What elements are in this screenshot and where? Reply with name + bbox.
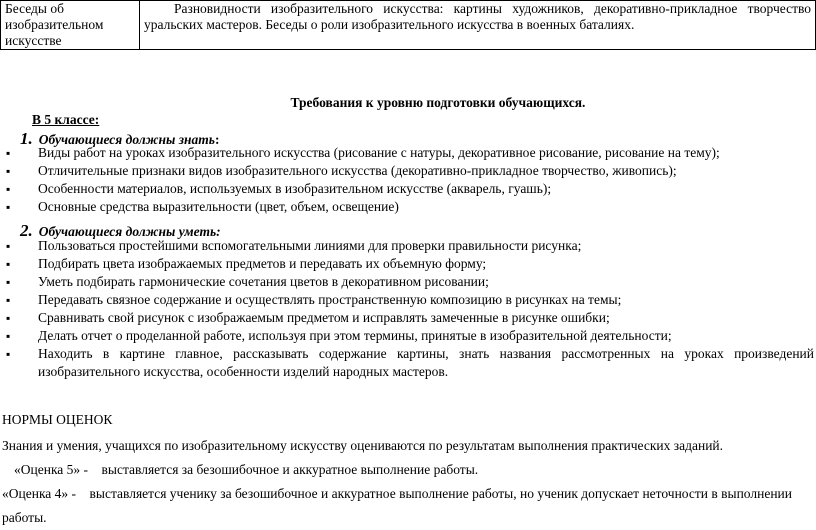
section2-number: 2. bbox=[20, 221, 33, 240]
topic-cell-left bbox=[1, 1, 140, 50]
list-item: ▪ Виды работ на уроках изобразительного искусства (рисование с натуры, декоративное рисование, рисование на тему); bbox=[0, 144, 720, 162]
section1-colon: : bbox=[214, 132, 220, 147]
grade-heading: В 5 классе: bbox=[32, 112, 100, 127]
list-item: ▪ Пользоваться простейшими вспомогательными линиями для проверки правильности рисунка; bbox=[0, 237, 814, 255]
list-item: ▪ Находить в картине главное, рассказывать содержание картины, знать названия рассмотренных на уроках произведений изобразительного искусства, особенности изделий народных мастеров. bbox=[0, 345, 814, 381]
topic-cell-right bbox=[140, 1, 816, 50]
grade4-continuation: работы. bbox=[2, 510, 47, 525]
list-item: ▪ Передавать связное содержание и осуществлять пространственную композицию в рисунках на темы; bbox=[0, 291, 814, 309]
grade4-text: «Оценка 4» - выставляется ученику за безошибочное и аккуратное выполнение работы, но ученик допускает неточности в выполнении bbox=[2, 486, 793, 501]
topic-left-text: Беседы об изобразительном искусстве bbox=[5, 1, 104, 48]
list-item: ▪ Отличительные признаки видов изобразительного искусства (декоративно-прикладное творчество, живопись); bbox=[0, 162, 720, 180]
list-item: ▪ Основные средства выразительности (цвет, объем, освещение) bbox=[0, 198, 720, 216]
norms-intro: Знания и умения, учащихся по изобразительному искусству оцениваются по результатам выполнения практических заданий. bbox=[2, 438, 724, 453]
list-item: ▪ Сравнивать свой рисунок с изображаемым предметом и исправлять замеченные в рисунке ошибки; bbox=[0, 309, 814, 327]
section1-list bbox=[0, 144, 720, 216]
topic-table bbox=[0, 0, 816, 50]
requirements-title: Требования к уровню подготовки обучающихся. bbox=[290, 95, 586, 110]
list-item: ▪ Особенности материалов, используемых в изобразительном искусстве (акварель, гуашь); bbox=[0, 180, 720, 198]
section1-number: 1. bbox=[20, 129, 33, 148]
list-item: ▪ Делать отчет о проделанной работе, используя при этом термины, принятые в изобразительной деятельности; bbox=[0, 327, 814, 345]
topic-right-text: Разновидности изобразительного искусства: картины художников, декоративно-прикладное творчество уральских мастеров. Беседы о роли изобразительного искусства в военных баталиях. bbox=[144, 1, 811, 32]
section1-title: Обучающиеся должны знать bbox=[38, 132, 215, 147]
grade5-text: «Оценка 5» - выставляется за безошибочное и аккуратное выполнение работы. bbox=[14, 462, 479, 477]
section2-title: Обучающиеся должны уметь: bbox=[38, 224, 221, 239]
norms-heading: НОРМЫ ОЦЕНОК bbox=[2, 412, 113, 427]
list-item: ▪ Подбирать цвета изображаемых предметов и передавать их объемную форму; bbox=[0, 255, 814, 273]
list-item: ▪ Уметь подбирать гармонические сочетания цветов в декоративном рисовании; bbox=[0, 273, 814, 291]
section2-list bbox=[0, 237, 814, 381]
